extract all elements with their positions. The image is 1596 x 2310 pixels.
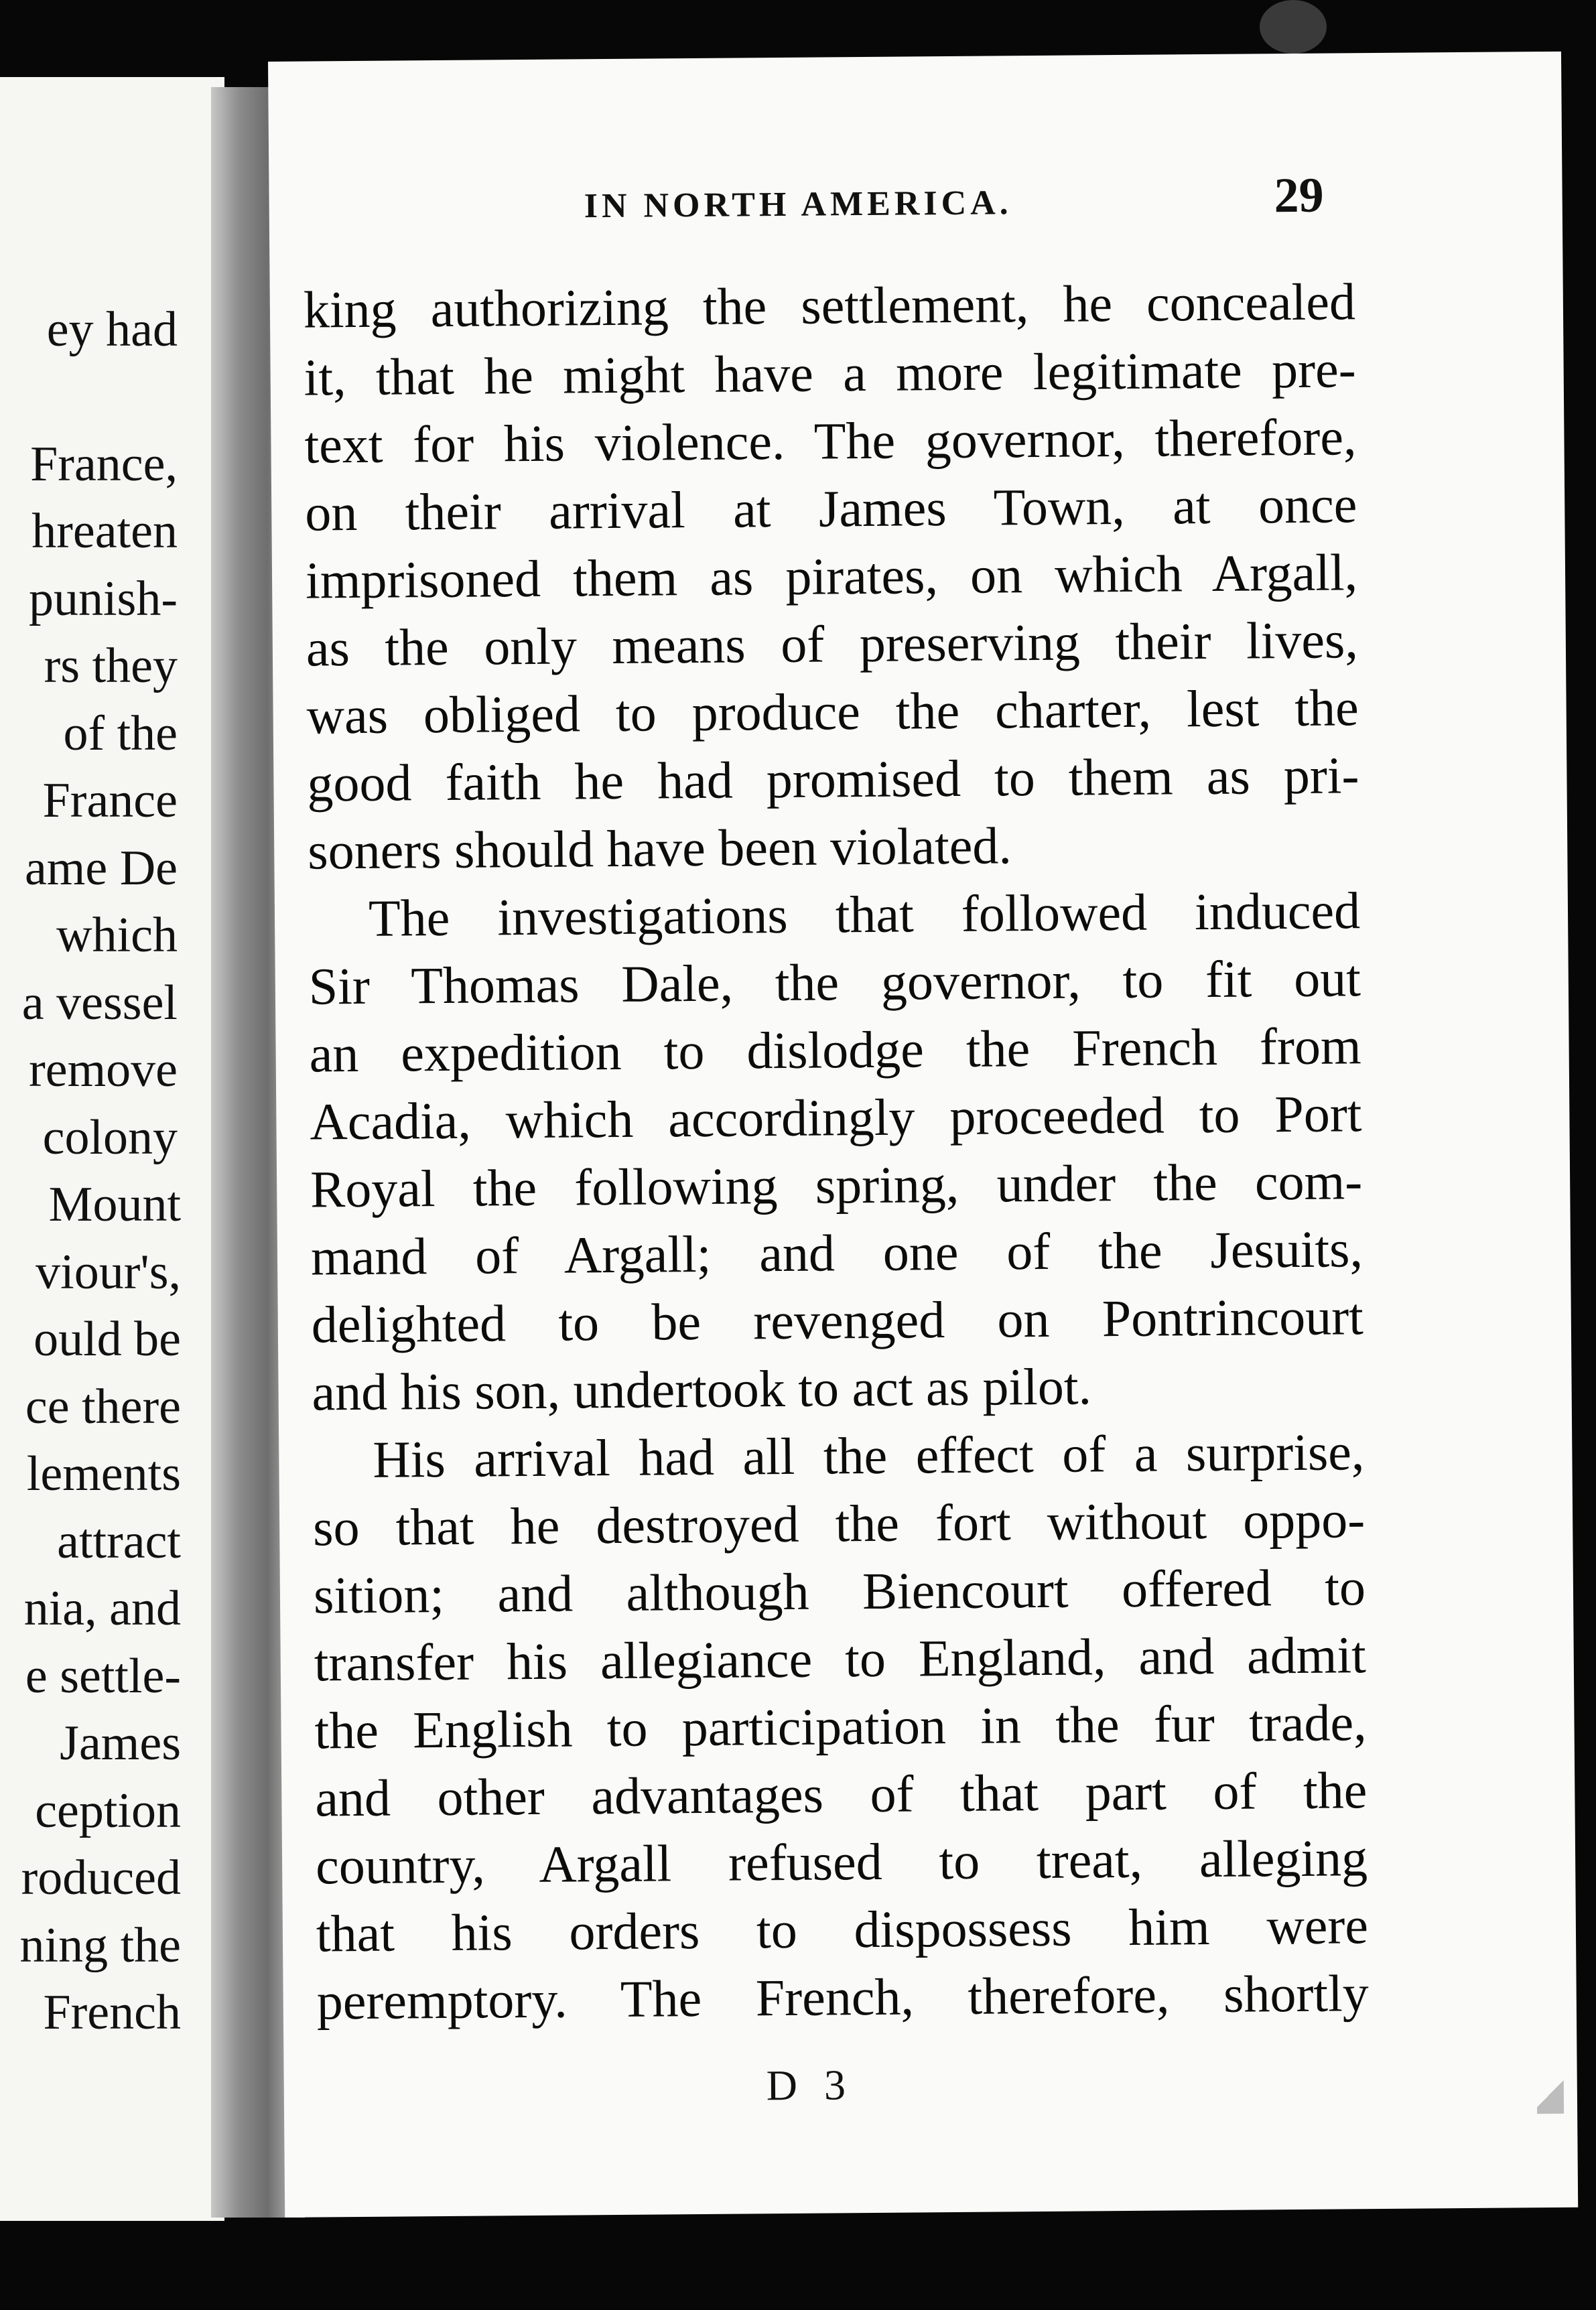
text-line: the English to participation in the fur trade, (314, 1693, 1367, 1760)
text-line: His arrival had all the effect of a surprise, (373, 1422, 1365, 1489)
left-page-line: viour's, (36, 1244, 181, 1300)
text-line: it, that he might have a more legitimate pre- (304, 340, 1356, 407)
left-page-line: remove (29, 1042, 178, 1097)
text-line: was obliged to produce the charter, lest the (306, 678, 1359, 745)
left-page-line: ey had (46, 302, 178, 357)
left-page-line: ning the (19, 1917, 181, 1973)
text-line: as the only means of preserving their lives, (306, 610, 1359, 677)
text-line: and his son, undertook to act as pilot. (312, 1357, 1092, 1422)
text-line: that his orders to dispossess him were (316, 1896, 1369, 1963)
text-line: delighted to be revenged on Pontrincourt (311, 1287, 1364, 1354)
left-page-line: Mount (48, 1177, 181, 1232)
left-page-line: nia, and (23, 1581, 181, 1636)
left-page-line: French (43, 1985, 181, 2040)
left-page-line: France, (30, 436, 178, 492)
left-facing-page (0, 77, 224, 2221)
right-page (268, 52, 1578, 2218)
left-page-line: James (60, 1716, 181, 1771)
text-line: on their arrival at James Town, at once (304, 475, 1357, 542)
text-line: transfer his allegiance to England, and admit (314, 1625, 1367, 1692)
left-page-line: ould be (34, 1312, 181, 1367)
text-line: imprisoned them as pirates, on which Argall, (305, 543, 1358, 610)
left-page-line: rs they (44, 638, 178, 693)
text-line: country, Argall refused to treat, alleging (315, 1828, 1368, 1895)
text-line: text for his violence. The governor, therefore, (304, 407, 1357, 474)
text-line: king authorizing the settlement, he concealed (303, 272, 1356, 339)
left-page-line: attract (57, 1513, 181, 1569)
left-page-line: colony (42, 1109, 178, 1165)
text-line: sition; and although Biencourt offered to (313, 1558, 1366, 1625)
left-page-line: roduced (21, 1850, 181, 1905)
running-head: IN NORTH AMERICA. (584, 184, 1012, 226)
left-page-line: hreaten (31, 504, 178, 559)
text-line: and other advantages of that part of the (315, 1761, 1368, 1828)
page-corner-fold (1537, 2074, 1564, 2114)
left-page-line: lements (26, 1446, 181, 1501)
signature-mark: D 3 (766, 2061, 854, 2110)
left-page-line: e settle- (25, 1648, 181, 1704)
left-page-line: France (42, 773, 178, 828)
text-line: so that he destroyed the fort without oppo- (312, 1490, 1366, 1557)
text-line: Acadia, which accordingly proceeded to Port (310, 1084, 1362, 1151)
text-line: Sir Thomas Dale, the governor, to fit out (308, 949, 1361, 1016)
left-page-line: of the (63, 705, 178, 761)
left-page-line: ception (35, 1783, 181, 1838)
text-line: good faith he had promised to them as pri- (307, 746, 1359, 813)
text-line: The investigations that followed induced (368, 881, 1361, 947)
left-page-line: a vessel (21, 975, 178, 1030)
text-line: mand of Argall; and one of the Jesuits, (310, 1219, 1364, 1286)
left-page-line: ame De (24, 840, 178, 896)
text-line: an expedition to dislodge the French from (309, 1016, 1361, 1083)
text-line: soners should have been violated. (307, 816, 1012, 880)
text-line: peremptory. The French, therefore, shortly (316, 1964, 1370, 2031)
page-number: 29 (1274, 167, 1324, 224)
body-text (304, 267, 1370, 2035)
left-page-line: which (56, 908, 178, 963)
left-page-line: ce there (25, 1379, 181, 1434)
text-line: Royal the following spring, under the com- (310, 1152, 1363, 1219)
left-page-line: punish- (29, 571, 178, 626)
ink-blot (1260, 0, 1327, 54)
